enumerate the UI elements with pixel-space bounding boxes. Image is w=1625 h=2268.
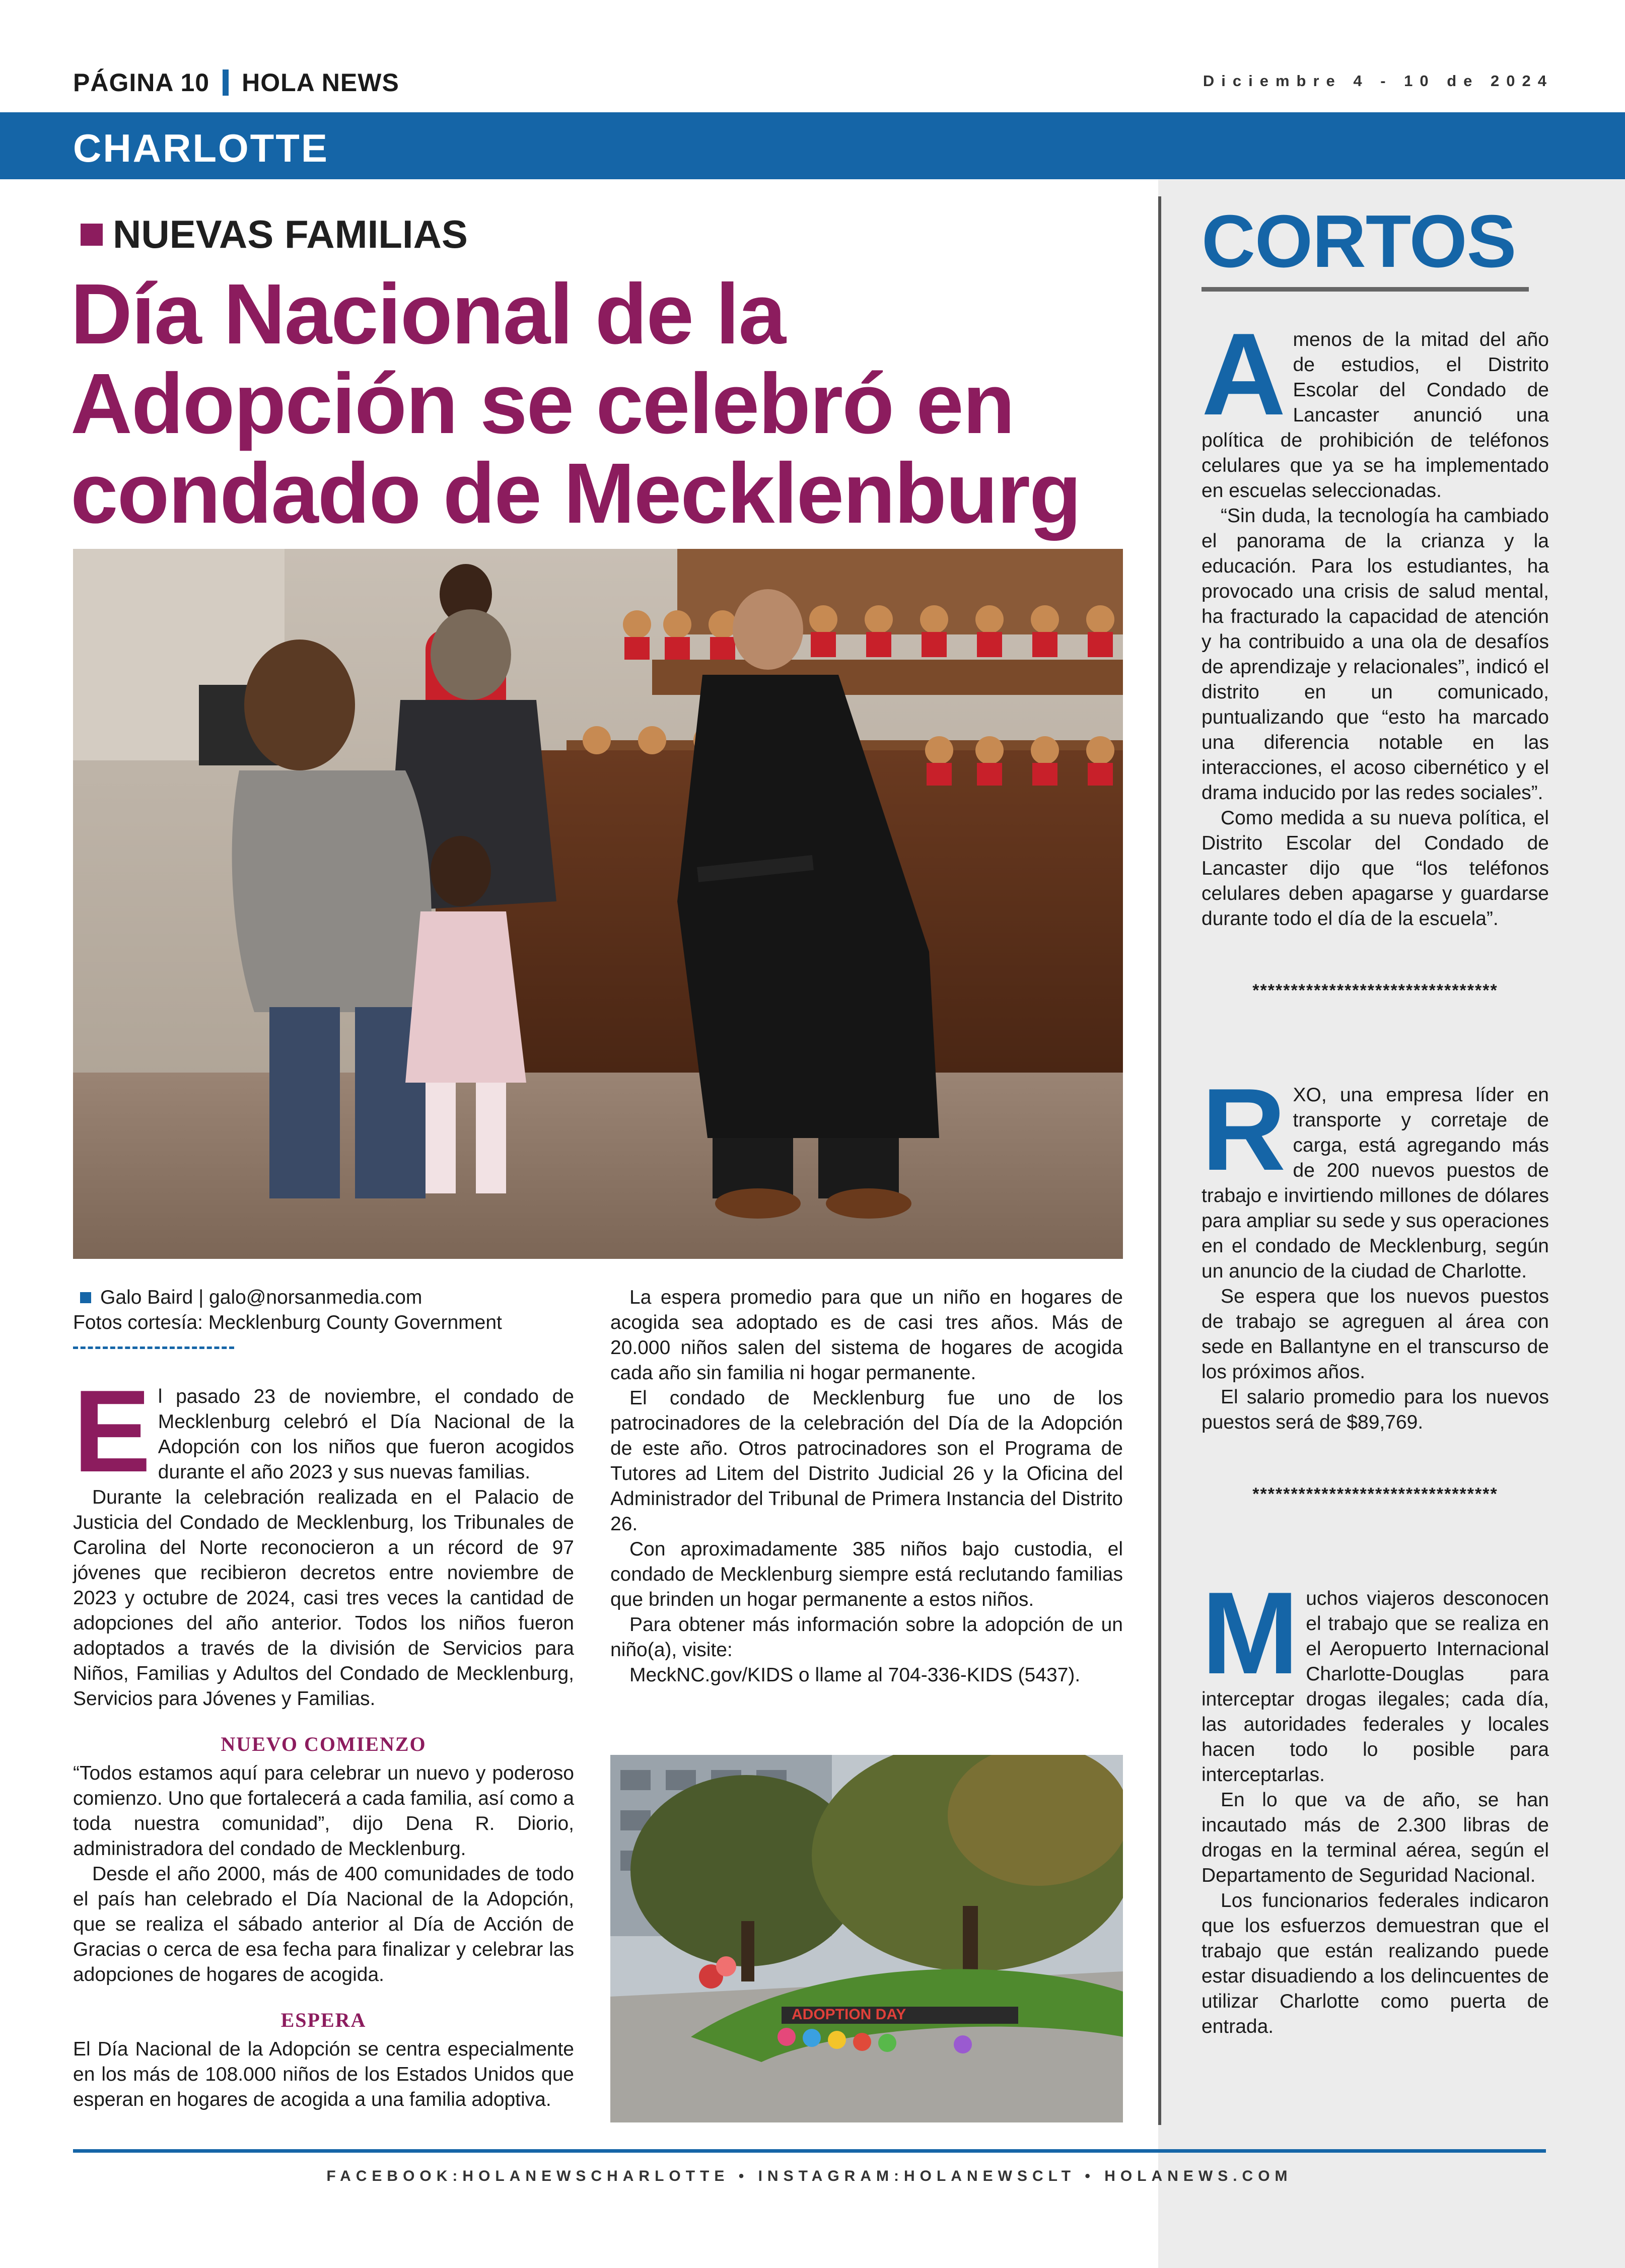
folio-divider bbox=[223, 69, 229, 96]
brief-airport-drugs bbox=[1202, 1568, 1549, 2039]
page-folio bbox=[73, 68, 399, 97]
byline bbox=[73, 1285, 574, 1310]
kicker-square-icon bbox=[81, 224, 103, 246]
article-headline: Día Nacional de la Adopción se celebró en condado de Mecklenburg bbox=[70, 266, 1081, 541]
article-kicker bbox=[81, 211, 468, 257]
brief-lead-text: menos de la mitad del año de estudios, el Distrito Escolar del Condado de Lancaster anunció una política de prohibición de teléfonos celulares que ya se ha implementado en escuelas seleccionadas. bbox=[1202, 329, 1549, 502]
issue-date: Diciembre 4 - 10 de 2024 bbox=[1203, 72, 1553, 90]
article-column-2 bbox=[610, 1285, 1123, 1688]
brief-separator: ******************************** bbox=[1252, 1484, 1498, 1504]
brief-lead-text: uchos viajeros desconocen el trabajo que se realiza en el Aeropuerto Internacional Charlotte-Douglas para interceptar drogas ilegales; cada día, las autoridades federales y locales hacen todo lo posible para interceptarlas. bbox=[1202, 1588, 1549, 1786]
brief-lead bbox=[1202, 309, 1549, 504]
lead-text: l pasado 23 de noviembre, el condado de Mecklenburg celebró el Día Nacional de la Adopción con los niños que fueron acogidos durante el año 2023 y sus nuevas familias. bbox=[158, 1386, 574, 1483]
brief-lead bbox=[1202, 1568, 1549, 1788]
brief-paragraph: El salario promedio para los nuevos puestos será de $89,769. bbox=[1202, 1386, 1549, 1433]
brief-paragraph: Se espera que los nuevos puestos de trabajo se agreguen al área con sede en Ballantyne en el transcurso de los próximos años. bbox=[1202, 1286, 1549, 1383]
courtroom-illustration bbox=[73, 549, 1123, 1259]
brief-phone-ban bbox=[1202, 309, 1549, 1003]
section-title: CHARLOTTE bbox=[73, 126, 329, 170]
adoption-day-sign-text: ADOPTION DAY bbox=[792, 2006, 906, 2023]
photo-credit: Fotos cortesía: Mecklenburg County Government bbox=[73, 1312, 502, 1333]
publication-name: HOLA NEWS bbox=[242, 68, 399, 97]
brief-paragraph: “Sin duda, la tecnología ha cambiado el panorama de la crianza y la educación. Para los estudiantes, ha provocado una crisis de salud mental, ha fracturado la capacidad de atención y ha contribuido a una ola de desafíos de aprendizaje y relacionales”, indicó el distrito en un comunicado, puntualizando que “esto ha marcado una diferencia notable en las interacciones, el acoso cibernético y el drama inducido por las redes sociales”. bbox=[1202, 505, 1549, 804]
drop-cap: R bbox=[1202, 1065, 1286, 1195]
subhead-espera: ESPERA bbox=[280, 2009, 367, 2031]
sidebar-title: CORTOS bbox=[1202, 200, 1516, 283]
subhead-nuevo-comienzo: NUEVO COMIENZO bbox=[221, 1733, 427, 1755]
column-divider bbox=[1158, 196, 1161, 2125]
adoption-day-sign-photo bbox=[610, 1755, 1123, 2122]
article-paragraph: Para obtener más información sobre la adopción de un niño(a), visite: bbox=[610, 1614, 1123, 1661]
article-paragraph: Desde el año 2000, más de 400 comunidades de todo el país han celebrado el Día Nacional de la Adopción, que se realiza el sábado anterior al Día de Acción de Gracias o cerca de esa fecha para finalizar y celebrar las adopciones de hogares de acogida. bbox=[73, 1863, 574, 1986]
section-band bbox=[0, 112, 1625, 179]
brief-lead bbox=[1202, 1065, 1549, 1284]
kicker-text: NUEVAS FAMILIAS bbox=[113, 212, 468, 256]
article-paragraph: La espera promedio para que un niño en hogares de acogida sea adoptado es de casi tres años. Más de 20.000 niños salen del sistema de hogares de acogida cada año sin familia ni hogar permanente. bbox=[610, 1287, 1123, 1384]
article-paragraph: El condado de Mecklenburg fue uno de los patrocinadores de la celebración del Día de la Adopción de este año. Otros patrocinadores son el Programa de Tutores ad Litem del Distrito Judicial 26 y la Oficina del Administrador del Tribunal de Primera Instancia del Distrito 26. bbox=[610, 1387, 1123, 1535]
footer-rule bbox=[73, 2149, 1546, 2153]
footer-social-links: FACEBOOK:HOLANEWSCHARLOTTE • INSTAGRAM:HOLANEWSCLT • HOLANEWS.COM bbox=[326, 2168, 1293, 2184]
brief-paragraph: Los funcionarios federales indicaron que los esfuerzos demuestran que el trabajo que están realizando puede estar disuadiendo a los delincuentes de utilizar Charlotte como puerta de entrada. bbox=[1202, 1890, 1549, 2037]
byline-square-icon bbox=[80, 1292, 91, 1303]
brief-lead-text: XO, una empresa líder en transporte y corretaje de carga, está agregando más de 200 nuevos puestos de trabajo e invirtiendo millones de dólares para ampliar su sede y sus operaciones en el condado de Mecklenburg, según un anuncio de la ciudad de Charlotte. bbox=[1202, 1084, 1549, 1282]
brief-separator: ******************************** bbox=[1252, 981, 1498, 1000]
article-paragraph: Durante la celebración realizada en el Palacio de Justicia del Condado de Mecklenburg, los Tribunales de Carolina del Norte reconocieron a un récord de 97 jóvenes que recibieron decretos entre noviembre de 2023 y octubre de 2024, casi tres veces la cantidad de adopciones del año anterior. Todos los niños fueron adoptados a través de la división de Servicios para Niños, Familias y Adultos del Condado de Mecklenburg, Servicios para Jóvenes y Familias. bbox=[73, 1486, 574, 1710]
article-lead-paragraph bbox=[73, 1366, 574, 1497]
brief-paragraph: Como medida a su nueva política, el Distrito Escolar del Condado de Lancaster dijo que “los teléfonos celulares deben apagarse y guardarse durante todo el día de la escuela”. bbox=[1202, 807, 1549, 930]
drop-cap: E bbox=[73, 1366, 151, 1497]
article-column-1 bbox=[73, 1285, 574, 2112]
adoption-ceremony-photo bbox=[73, 549, 1123, 1259]
drop-cap: M bbox=[1202, 1568, 1299, 1698]
article-paragraph: “Todos estamos aquí para celebrar un nuevo y poderoso comienzo. Uno que fortalecerá a cada familia, así como a toda nuestra comunidad”, dijo Dena R. Diorio, administradora del condado de Mecklenburg. bbox=[73, 1762, 575, 1860]
brief-rxo-jobs bbox=[1202, 1065, 1549, 1507]
article-paragraph: El Día Nacional de la Adopción se centra especialmente en los más de 108.000 niños de los Estados Unidos que esperan en hogares de acogida a una familia adoptiva. bbox=[73, 2038, 574, 2110]
page-number: PÁGINA 10 bbox=[73, 68, 210, 97]
drop-cap: A bbox=[1202, 309, 1286, 440]
author-byline: Galo Baird | galo@norsanmedia.com bbox=[100, 1287, 422, 1308]
contact-info: MeckNC.gov/KIDS o llame al 704-336-KIDS (5437). bbox=[629, 1664, 1081, 1686]
plaza-illustration bbox=[610, 1755, 1123, 2122]
sidebar-title-rule bbox=[1202, 287, 1529, 292]
byline-rule bbox=[73, 1346, 234, 1349]
brief-paragraph: En lo que va de año, se han incautado más de 2.300 libras de drogas en la terminal aérea, según el Departamento de Seguridad Nacional. bbox=[1202, 1789, 1549, 1886]
article-paragraph: Con aproximadamente 385 niños bajo custodia, el condado de Mecklenburg siempre está reclutando familias que brinden un hogar permanente a estos niños. bbox=[610, 1538, 1123, 1610]
page-header bbox=[73, 68, 1553, 106]
